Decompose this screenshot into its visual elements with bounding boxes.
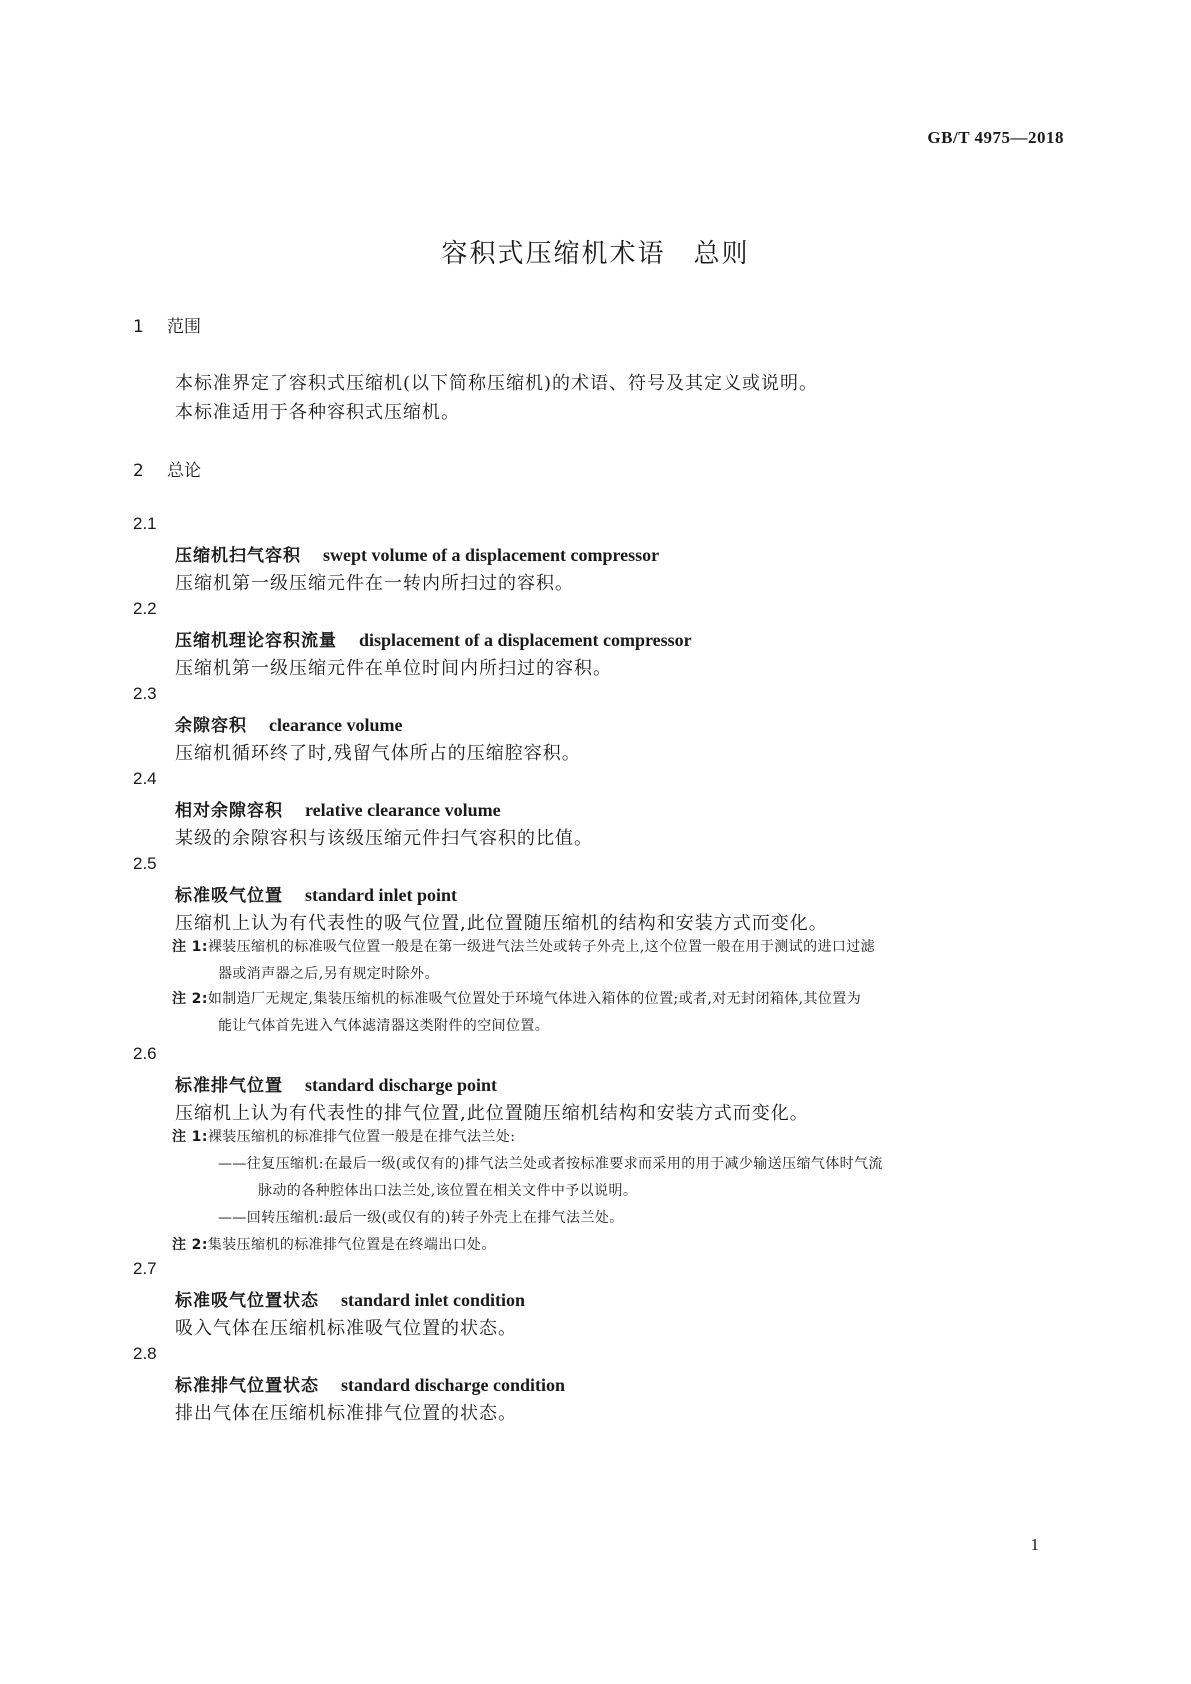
term-definition: 压缩机循环终了时,残留气体所占的压缩腔容积。 (175, 743, 581, 764)
note (172, 1232, 1062, 1259)
scope-paragraph-1: 本标准界定了容积式压缩机(以下简称压缩机)的术语、符号及其定义或说明。 (175, 373, 819, 394)
document-title: 容积式压缩机术语 总则 (441, 239, 750, 269)
note-label: 注 1: (172, 939, 208, 955)
term-name-en: standard inlet condition (341, 1290, 526, 1310)
section-title: 范围 (167, 317, 201, 337)
term-name (175, 1371, 565, 1396)
term-number: 2.3 (133, 684, 157, 703)
term-name (175, 541, 659, 566)
section-1-heading (133, 312, 201, 337)
term-name-zh: 压缩机扫气容积 (175, 546, 301, 566)
term-number: 2.6 (133, 1044, 157, 1063)
term-definition: 吸入气体在压缩机标准吸气位置的状态。 (175, 1318, 517, 1339)
term-number: 2.2 (133, 599, 157, 618)
note-list-item (218, 1151, 1062, 1205)
term-name (175, 1286, 525, 1311)
term-number: 2.8 (133, 1344, 157, 1363)
term-name-zh: 相对余隙容积 (175, 801, 283, 821)
term-name-zh: 余隙容积 (175, 716, 247, 736)
note-text: 如制造厂无规定,集装压缩机的标准吸气位置处于环境气体进入箱体的位置;或者,对无封闭箱体,其位置为 (207, 991, 862, 1007)
note-text: 裸装压缩机的标准排气位置一般是在排气法兰处: (207, 1129, 516, 1145)
note (172, 1124, 1062, 1151)
note-list-item (218, 1205, 1062, 1232)
term-name-zh: 标准吸气位置状态 (175, 1291, 319, 1311)
section-2-heading (133, 456, 201, 481)
term-name-zh: 压缩机理论容积流量 (175, 631, 337, 651)
section-number: 2 (133, 461, 144, 481)
note-label: 注 2: (172, 991, 208, 1007)
term-definition: 压缩机第一级压缩元件在一转内所扫过的容积。 (175, 573, 574, 594)
standard-code: GB/T 4975—2018 (927, 128, 1064, 147)
note-text: 集装压缩机的标准排气位置是在终端出口处。 (207, 1237, 496, 1253)
term-name-en: displacement of a displacement compressor (359, 630, 692, 650)
term-name-zh: 标准吸气位置 (175, 886, 283, 906)
note (172, 986, 1062, 1040)
term-name (175, 1071, 497, 1096)
term-name (175, 711, 402, 736)
note-text-continued: 能让气体首先进入气体滤清器这类附件的空间位置。 (218, 1018, 550, 1034)
term-name-en: clearance volume (269, 715, 403, 735)
term-number: 2.5 (133, 854, 157, 873)
term-name-en: standard inlet point (305, 885, 458, 905)
note-text-continued: 器或消声器之后,另有规定时除外。 (218, 966, 439, 982)
term-name-en: standard discharge point (305, 1075, 498, 1095)
term-name (175, 796, 501, 821)
term-definition: 压缩机上认为有代表性的吸气位置,此位置随压缩机的结构和安装方式而变化。 (175, 913, 828, 934)
scope-paragraph-2: 本标准适用于各种容积式压缩机。 (175, 402, 460, 423)
section-title: 总论 (167, 461, 201, 481)
term-number: 2.1 (133, 514, 157, 533)
term-definition: 某级的余隙容积与该级压缩元件扫气容积的比值。 (175, 828, 593, 849)
note (172, 934, 1062, 988)
term-name-en: relative clearance volume (305, 800, 501, 820)
term-name (175, 626, 692, 651)
note-list-text: ——回转压缩机:最后一级(或仅有的)转子外壳上在排气法兰处。 (218, 1210, 624, 1226)
term-name-zh: 标准排气位置状态 (175, 1376, 319, 1396)
note-text: 裸装压缩机的标准吸气位置一般是在第一级进气法兰处或转子外壳上,这个位置一般在用于测试的进口过滤 (207, 939, 876, 955)
term-number: 2.4 (133, 769, 157, 788)
note-list-text-continued: 脉动的各种腔体出口法兰处,该位置在相关文件中予以说明。 (258, 1183, 638, 1199)
section-number: 1 (133, 317, 144, 337)
term-definition: 压缩机第一级压缩元件在单位时间内所扫过的容积。 (175, 658, 612, 679)
note-label: 注 2: (172, 1237, 208, 1253)
term-number: 2.7 (133, 1259, 157, 1278)
term-definition: 压缩机上认为有代表性的排气位置,此位置随压缩机结构和安装方式而变化。 (175, 1103, 809, 1124)
term-name-zh: 标准排气位置 (175, 1076, 283, 1096)
note-label: 注 1: (172, 1129, 208, 1145)
term-name (175, 881, 457, 906)
term-definition: 排出气体在压缩机标准排气位置的状态。 (175, 1403, 517, 1424)
term-name-en: standard discharge condition (341, 1375, 566, 1395)
page-number: 1 (1030, 1535, 1039, 1554)
term-name-en: swept volume of a displacement compressor (323, 545, 660, 565)
note-list-text: ——往复压缩机:在最后一级(或仅有的)排气法兰处或者按标准要求而采用的用于减少输送压缩气体时气流 (218, 1156, 883, 1172)
